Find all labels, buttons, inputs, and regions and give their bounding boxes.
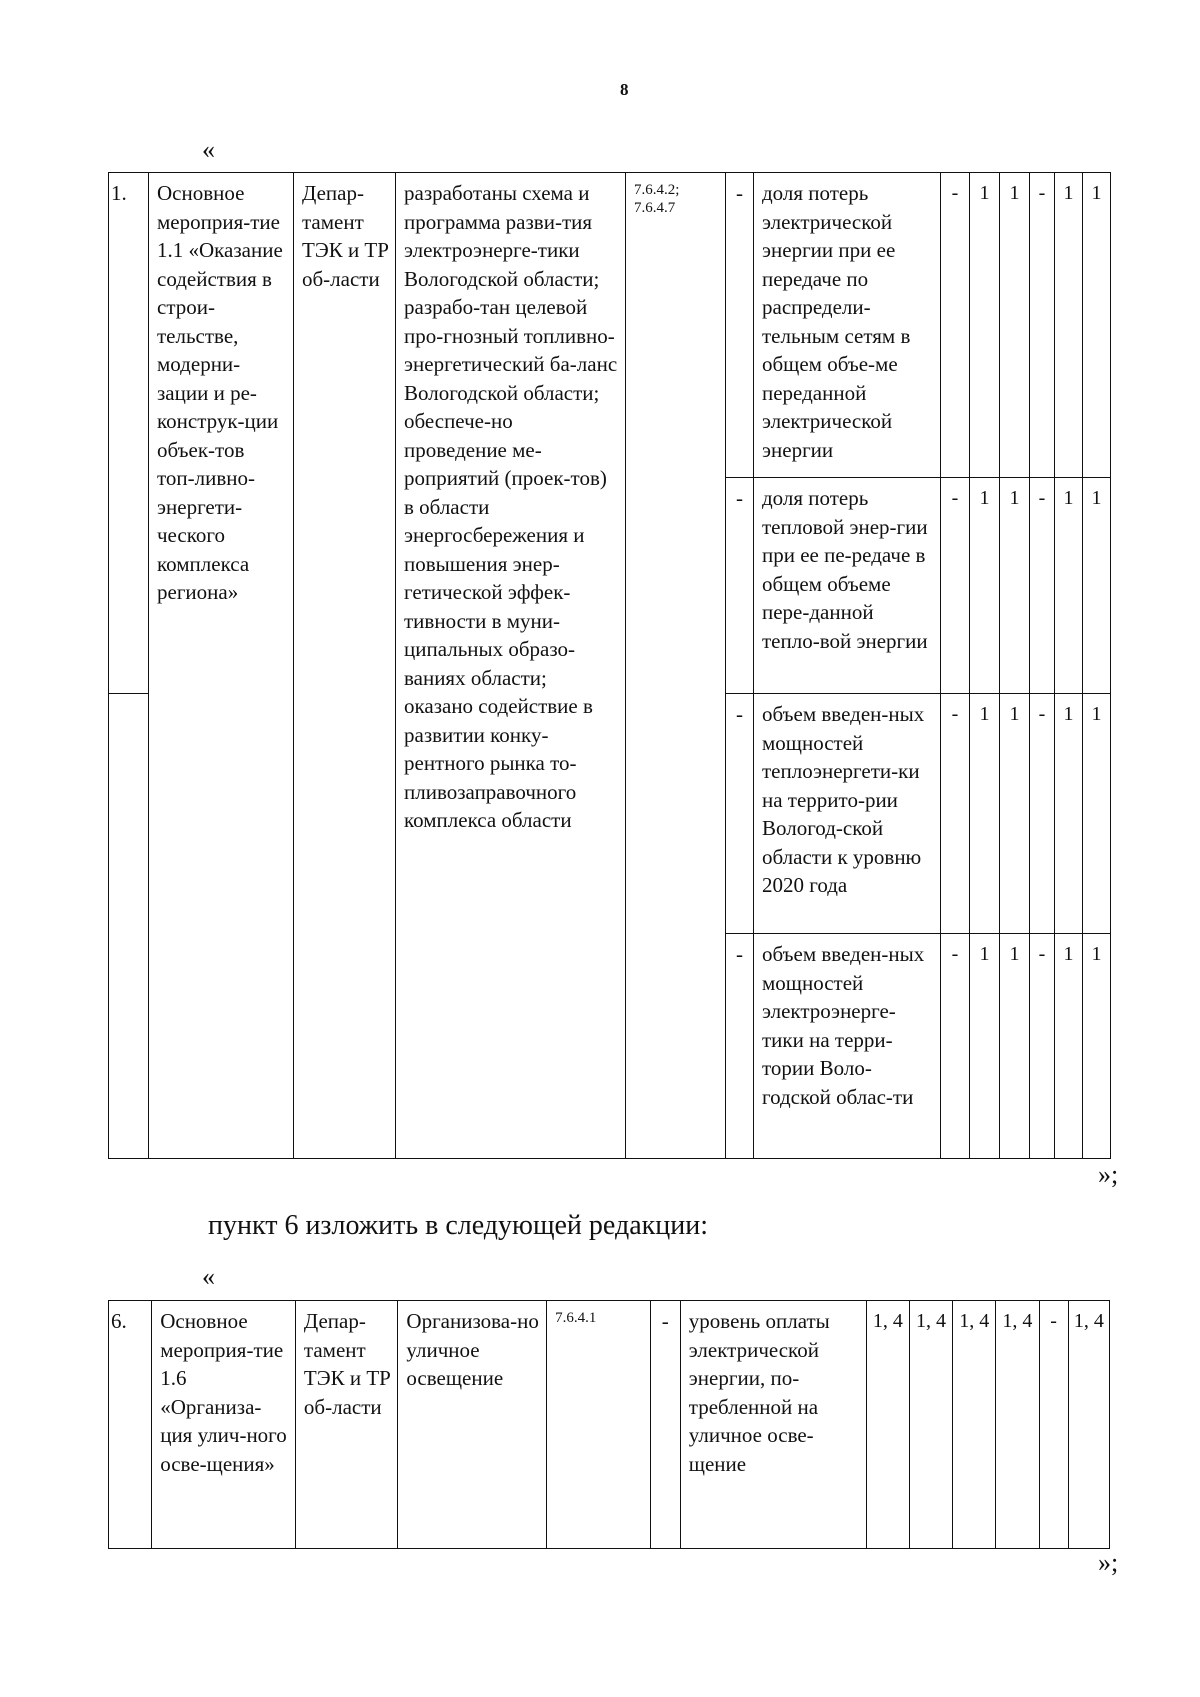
value-cell: 1, 4 [996, 1301, 1039, 1549]
event-cell: Основное мероприя-тие 1.1 «Оказание содействия в строи-тельстве, модерни-зации и ре-конструк-ции объек-тов топ-ливно-энергети-ческого комплекса региона» [149, 173, 294, 694]
value-cell: - [1030, 694, 1055, 934]
value-cell: 1, 4 [953, 1301, 996, 1549]
value-cell: 1 [1083, 478, 1111, 694]
page-number: 8 [620, 80, 629, 99]
value-cell: 1, 4 [909, 1301, 952, 1549]
executor-cell: Депар-тамент ТЭК и ТР об-ласти [294, 173, 396, 694]
value-cell: - [1030, 478, 1055, 694]
value-cell: 1 [1000, 934, 1030, 1159]
table-item-6 [108, 1300, 1110, 1549]
value-cell: - [941, 478, 970, 694]
indicator-cell: доля потерь тепловой энер-гии при ее пе-редаче в общем объеме пере-данной тепло-вой энергии [754, 478, 941, 694]
instruction-text: пункт 6 изложить в следующей редакции: [208, 1210, 708, 1241]
value-cell: 1 [1000, 173, 1030, 478]
result-cell: Организова-но уличное освещение [398, 1301, 547, 1549]
empty-cell [294, 694, 396, 1159]
opening-quote-2: « [202, 1262, 215, 1291]
value-cell: - [1030, 934, 1055, 1159]
value-cell: 1 [970, 934, 1000, 1159]
event-cell: Основное мероприя-тие 1.6 «Организа-ция улич-ного осве-щения» [152, 1301, 296, 1549]
closing-quote-2: »; [1098, 1548, 1119, 1577]
value-cell: 1 [1000, 694, 1030, 934]
table-row-dash: - [726, 934, 754, 1159]
value-cell: - [941, 934, 970, 1159]
value-cell: - [1039, 1301, 1068, 1549]
table-row-dash: - [726, 694, 754, 934]
indicator-cell: уровень оплаты электрической энергии, по-требленной на уличное осве-щение [680, 1301, 866, 1549]
indicator-cell: объем введен-ных мощностей электроэнерге-тики на терри-тории Воло-годской облас-ти [754, 934, 941, 1159]
opening-quote-1: « [202, 135, 215, 164]
value-cell: 1 [970, 173, 1000, 478]
result-cell: разработаны схема и программа разви-тия электроэнерге-тики Вологодской области; разрабо-тан целевой про-гнозный топливно-энергетический ба-ланс Вологодской области; обеспече-но проведение ме-роприятий (проек-тов) в области энергосбережения и повышения энер-гетической эффек-тивности в муни-ципальных образо-ваниях области; оказано содействие в развитии конку-рентного рынка то-пливозаправочного комплекса области [396, 173, 626, 1159]
value-cell: 1 [1055, 173, 1083, 478]
value-cell: - [1030, 173, 1055, 478]
table-row-dash: - [726, 478, 754, 694]
empty-cell [626, 694, 726, 1159]
value-cell: 1 [1000, 478, 1030, 694]
code-cell: 7.6.4.1 [547, 1301, 651, 1549]
value-cell: 1 [1083, 173, 1111, 478]
table-row-dash: - [726, 173, 754, 478]
value-cell: 1, 4 [866, 1301, 909, 1549]
item-number-cell: 1. [109, 173, 149, 694]
code-cell: 7.6.4.2; 7.6.4.7 [626, 173, 726, 694]
value-cell: 1 [1055, 694, 1083, 934]
empty-cell [149, 694, 294, 1159]
executor-cell: Депар-тамент ТЭК и ТР об-ласти [295, 1301, 398, 1549]
value-cell: 1 [1055, 478, 1083, 694]
value-cell: 1 [970, 478, 1000, 694]
value-cell: 1 [1055, 934, 1083, 1159]
value-cell: 1, 4 [1068, 1301, 1109, 1549]
value-cell: 1 [1083, 934, 1111, 1159]
value-cell: - [941, 694, 970, 934]
closing-quote-1: »; [1098, 1160, 1119, 1189]
value-cell: 1 [1083, 694, 1111, 934]
value-cell: - [941, 173, 970, 478]
indicator-cell: объем введен-ных мощностей теплоэнергети-ки на террито-рии Вологод-ской области к уровню 2020 года [754, 694, 941, 934]
value-cell: 1 [970, 694, 1000, 934]
item-number-cell: 6. [109, 1301, 152, 1549]
empty-cell [109, 694, 149, 1159]
indicator-cell: доля потерь электрической энергии при ее передаче по распредели-тельным сетям в общем объе-ме переданной электрической энергии [754, 173, 941, 478]
table-row-dash: - [650, 1301, 680, 1549]
table-item-1 [108, 172, 1111, 1159]
